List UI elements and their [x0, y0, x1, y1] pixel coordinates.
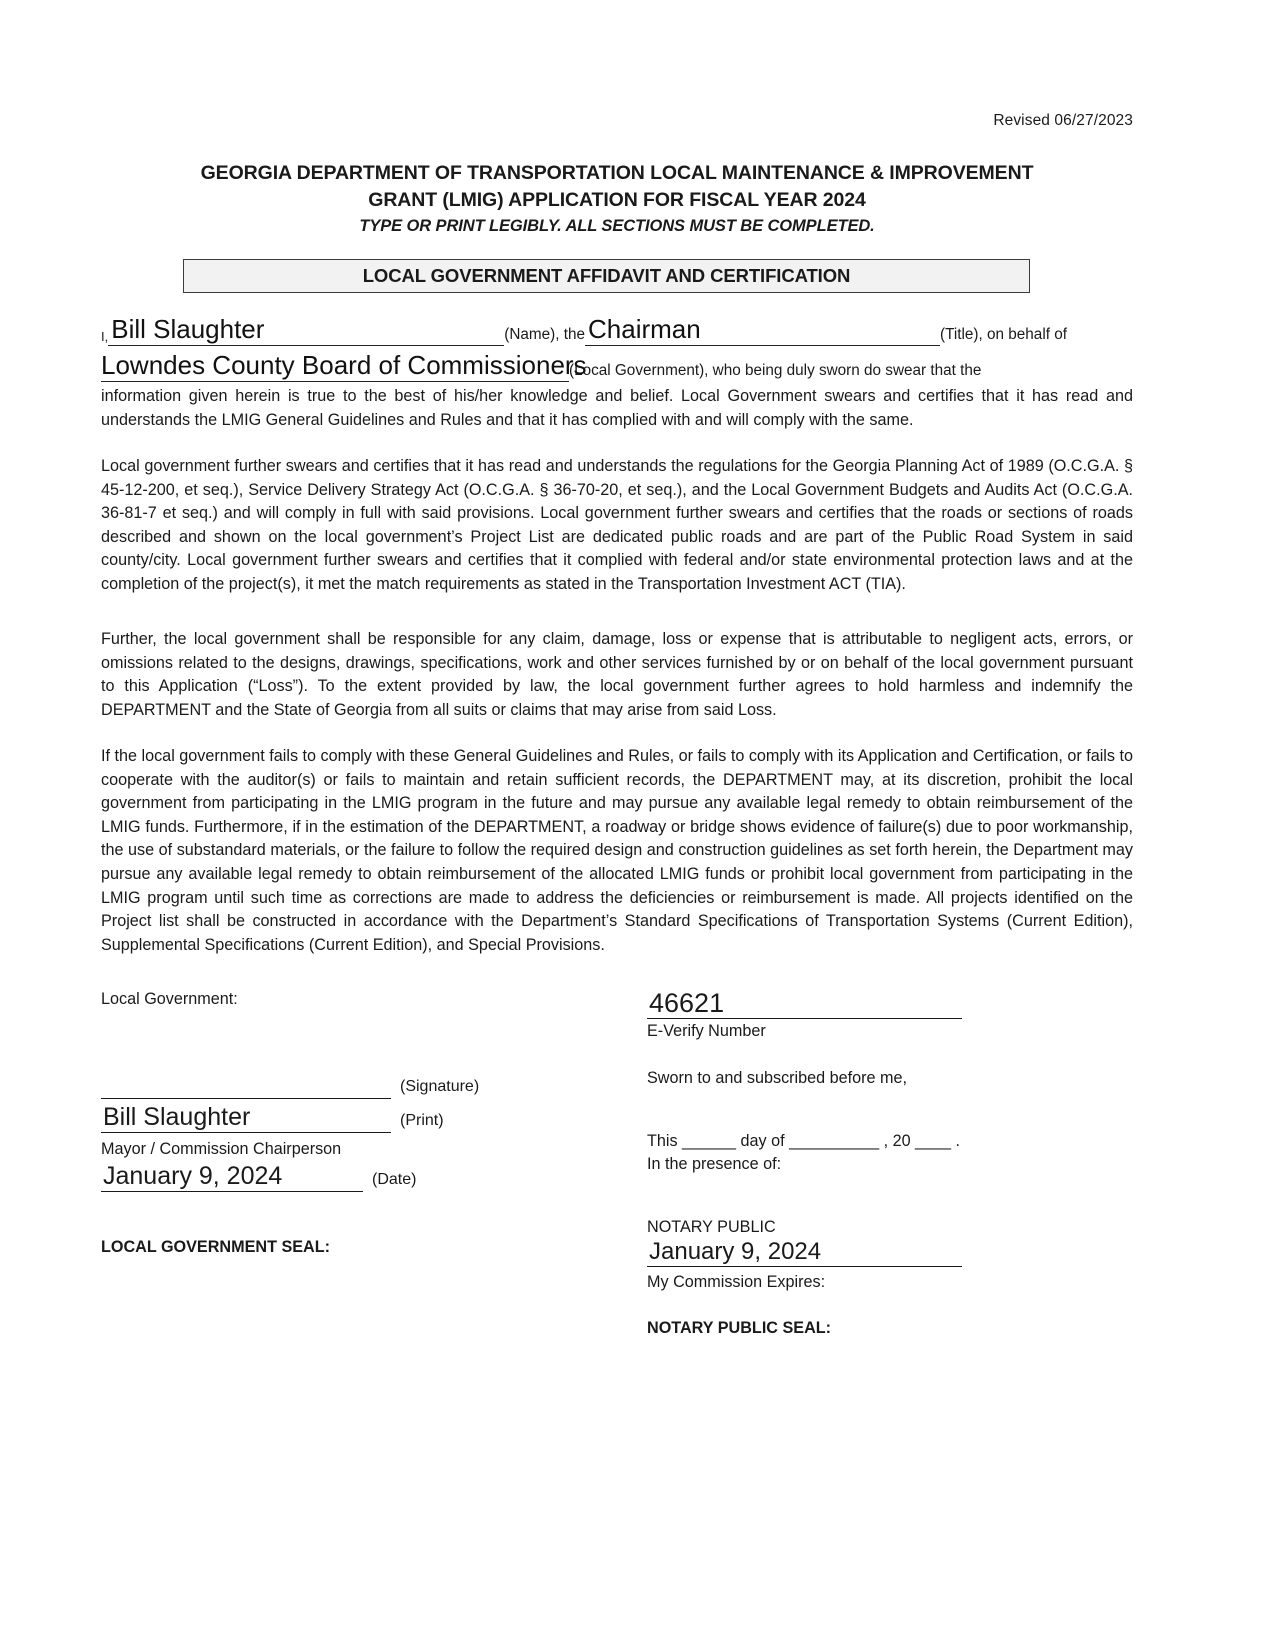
signature-caption: (Signature) — [400, 1078, 480, 1095]
local-government-field-value: Lowndes County Board of Commissioners — [101, 350, 587, 380]
local-government-label: Local Government: — [101, 990, 238, 1008]
role-label: Mayor / Commission Chairperson — [101, 1140, 342, 1158]
name-title-row — [101, 316, 1133, 346]
local-government-field-caption: (Local Government), who being duly sworn do swear that the — [569, 362, 982, 379]
signature-field[interactable] — [101, 1067, 391, 1099]
revised-date-note: Revised 06/27/2023 — [993, 112, 1133, 129]
print-caption: (Print) — [400, 1112, 444, 1129]
notary-public-seal-label: NOTARY PUBLIC SEAL: — [647, 1319, 832, 1337]
name-field-caption: (Name), the — [504, 326, 585, 343]
print-name-row — [101, 1101, 444, 1133]
date-value: January 9, 2024 — [103, 1162, 283, 1190]
print-name-field[interactable] — [101, 1101, 391, 1133]
everify-number-value: 46621 — [649, 988, 725, 1018]
document-subtitle: TYPE OR PRINT LEGIBLY. ALL SECTIONS MUST BE COMPLETED. — [359, 217, 875, 235]
this-word-label: This — [647, 1132, 678, 1150]
year-suffix-label: . — [955, 1132, 961, 1150]
notary-date-value: January 9, 2024 — [649, 1238, 822, 1265]
paragraph-liability: Further, the local government shall be responsible for any claim, damage, loss or expense that is attributable to negligent acts, errors, or omissions related to the designs, drawings, specifications, work and other services furnished by or on behalf of the local government pursuant to this Application (“Loss”). To the extent provided by law, the local government further agrees to hold harmless and indemnify the DEPARTMENT and the State of Georgia from all suits or claims that may arise from said Loss. — [101, 630, 1133, 719]
affidavit-banner-label: LOCAL GOVERNMENT AFFIDAVIT AND CERTIFICATION — [362, 265, 851, 286]
everify-number-field[interactable] — [647, 985, 962, 1019]
i-prefix-label: I, — [101, 329, 109, 344]
title-field-caption: (Title), on behalf of — [940, 326, 1067, 343]
local-government-seal-label: LOCAL GOVERNMENT SEAL: — [101, 1238, 331, 1256]
paragraph-compliance: If the local government fails to comply with these General Guidelines and Rules, or fails to comply with its Application and Certification, or fails to cooperate with the auditor(s) or fails to maintain and retain sufficient records, the DEPARTMENT may, at its discretion, prohibit the local government from participating in the LMIG program in the future and may pursue any available legal remedy to obtain reimbursement of the LMIG funds. Furthermore, if in the estimation of the DEPARTMENT, a roadway or bridge shows evidence of failure(s) due to poor workmanship, the use of substandard materials, or the failure to follow the required design and construction guidelines as set forth herein, the Department may pursue any available legal remedy to obtain reimbursement of the allocated LMIG funds or prohibit local government from participating in the LMIG program until such time as corrections are made to address the deficiencies or reimbursement is made. All projects identified on the Project list shall be constructed in accordance with the Department’s Standard Specifications of Transportation Systems (Current Edition), Supplemental Specifications (Current Edition), and Special Provisions. — [101, 747, 1133, 954]
name-field[interactable] — [108, 316, 504, 346]
year-blank[interactable]: ____ — [915, 1132, 952, 1150]
month-blank[interactable]: __________ — [789, 1132, 880, 1150]
date-caption: (Date) — [372, 1171, 417, 1188]
date-row — [101, 1160, 416, 1192]
sworn-date-row — [647, 1130, 960, 1153]
presence-label: In the presence of: — [647, 1155, 782, 1173]
title-field-value: Chairman — [588, 314, 701, 344]
title-line-2: GRANT (LMIG) APPLICATION FOR FISCAL YEAR 2024 — [368, 189, 866, 211]
intro-paragraph-remainder: information given herein is true to the best of his/her knowledge and belief. Local Government swears and certifies that it has read and understands the LMIG General Guidelines and Rules and that it has complied with and will comply with the same. — [101, 387, 1133, 429]
title-field[interactable] — [585, 316, 940, 346]
date-field[interactable] — [101, 1160, 363, 1192]
lower-section — [101, 988, 1133, 1388]
paragraph-planning-act: Local government further swears and certifies that it has read and understands the regulations for the Georgia Planning Act of 1989 (O.C.G.A. § 45-12-200, et seq.), Service Delivery Strategy Act (O.C.G.A. § 36-70-20, et seq.), and the Local Government Budgets and Audits Act (O.C.G.A. 36-81-7 et seq.) and will comply in full with said provisions. Local government further swears and certifies that the roads or sections of roads described and shown on the local government’s Project List are dedicated public roads and are part of the Public Road System in said county/city. Local government further swears and certifies that it complied with federal and/or state environmental protection laws and at the completion of the project(s), it met the match requirements as stated in the Transportation Investment ACT (TIA). — [101, 457, 1133, 593]
print-name-value: Bill Slaughter — [103, 1103, 251, 1131]
local-government-row — [101, 352, 1133, 382]
sworn-statement-label: Sworn to and subscribed before me, — [647, 1069, 908, 1087]
year-prefix-label: , 20 — [883, 1132, 911, 1150]
document-title-block — [101, 160, 1133, 239]
commission-expires-label: My Commission Expires: — [647, 1273, 826, 1291]
affidavit-banner — [183, 259, 1030, 293]
title-line-1: GEORGIA DEPARTMENT OF TRANSPORTATION LOCAL MAINTENANCE & IMPROVEMENT — [200, 162, 1034, 184]
local-government-field[interactable] — [101, 350, 587, 382]
day-of-word-label: day of — [740, 1132, 785, 1150]
signature-row — [101, 1067, 479, 1099]
everify-number-label: E-Verify Number — [647, 1022, 766, 1040]
day-blank[interactable]: ______ — [682, 1132, 737, 1150]
notary-public-label: NOTARY PUBLIC — [647, 1218, 776, 1236]
notary-date-field[interactable] — [647, 1235, 962, 1267]
name-field-value: Bill Slaughter — [111, 314, 265, 344]
